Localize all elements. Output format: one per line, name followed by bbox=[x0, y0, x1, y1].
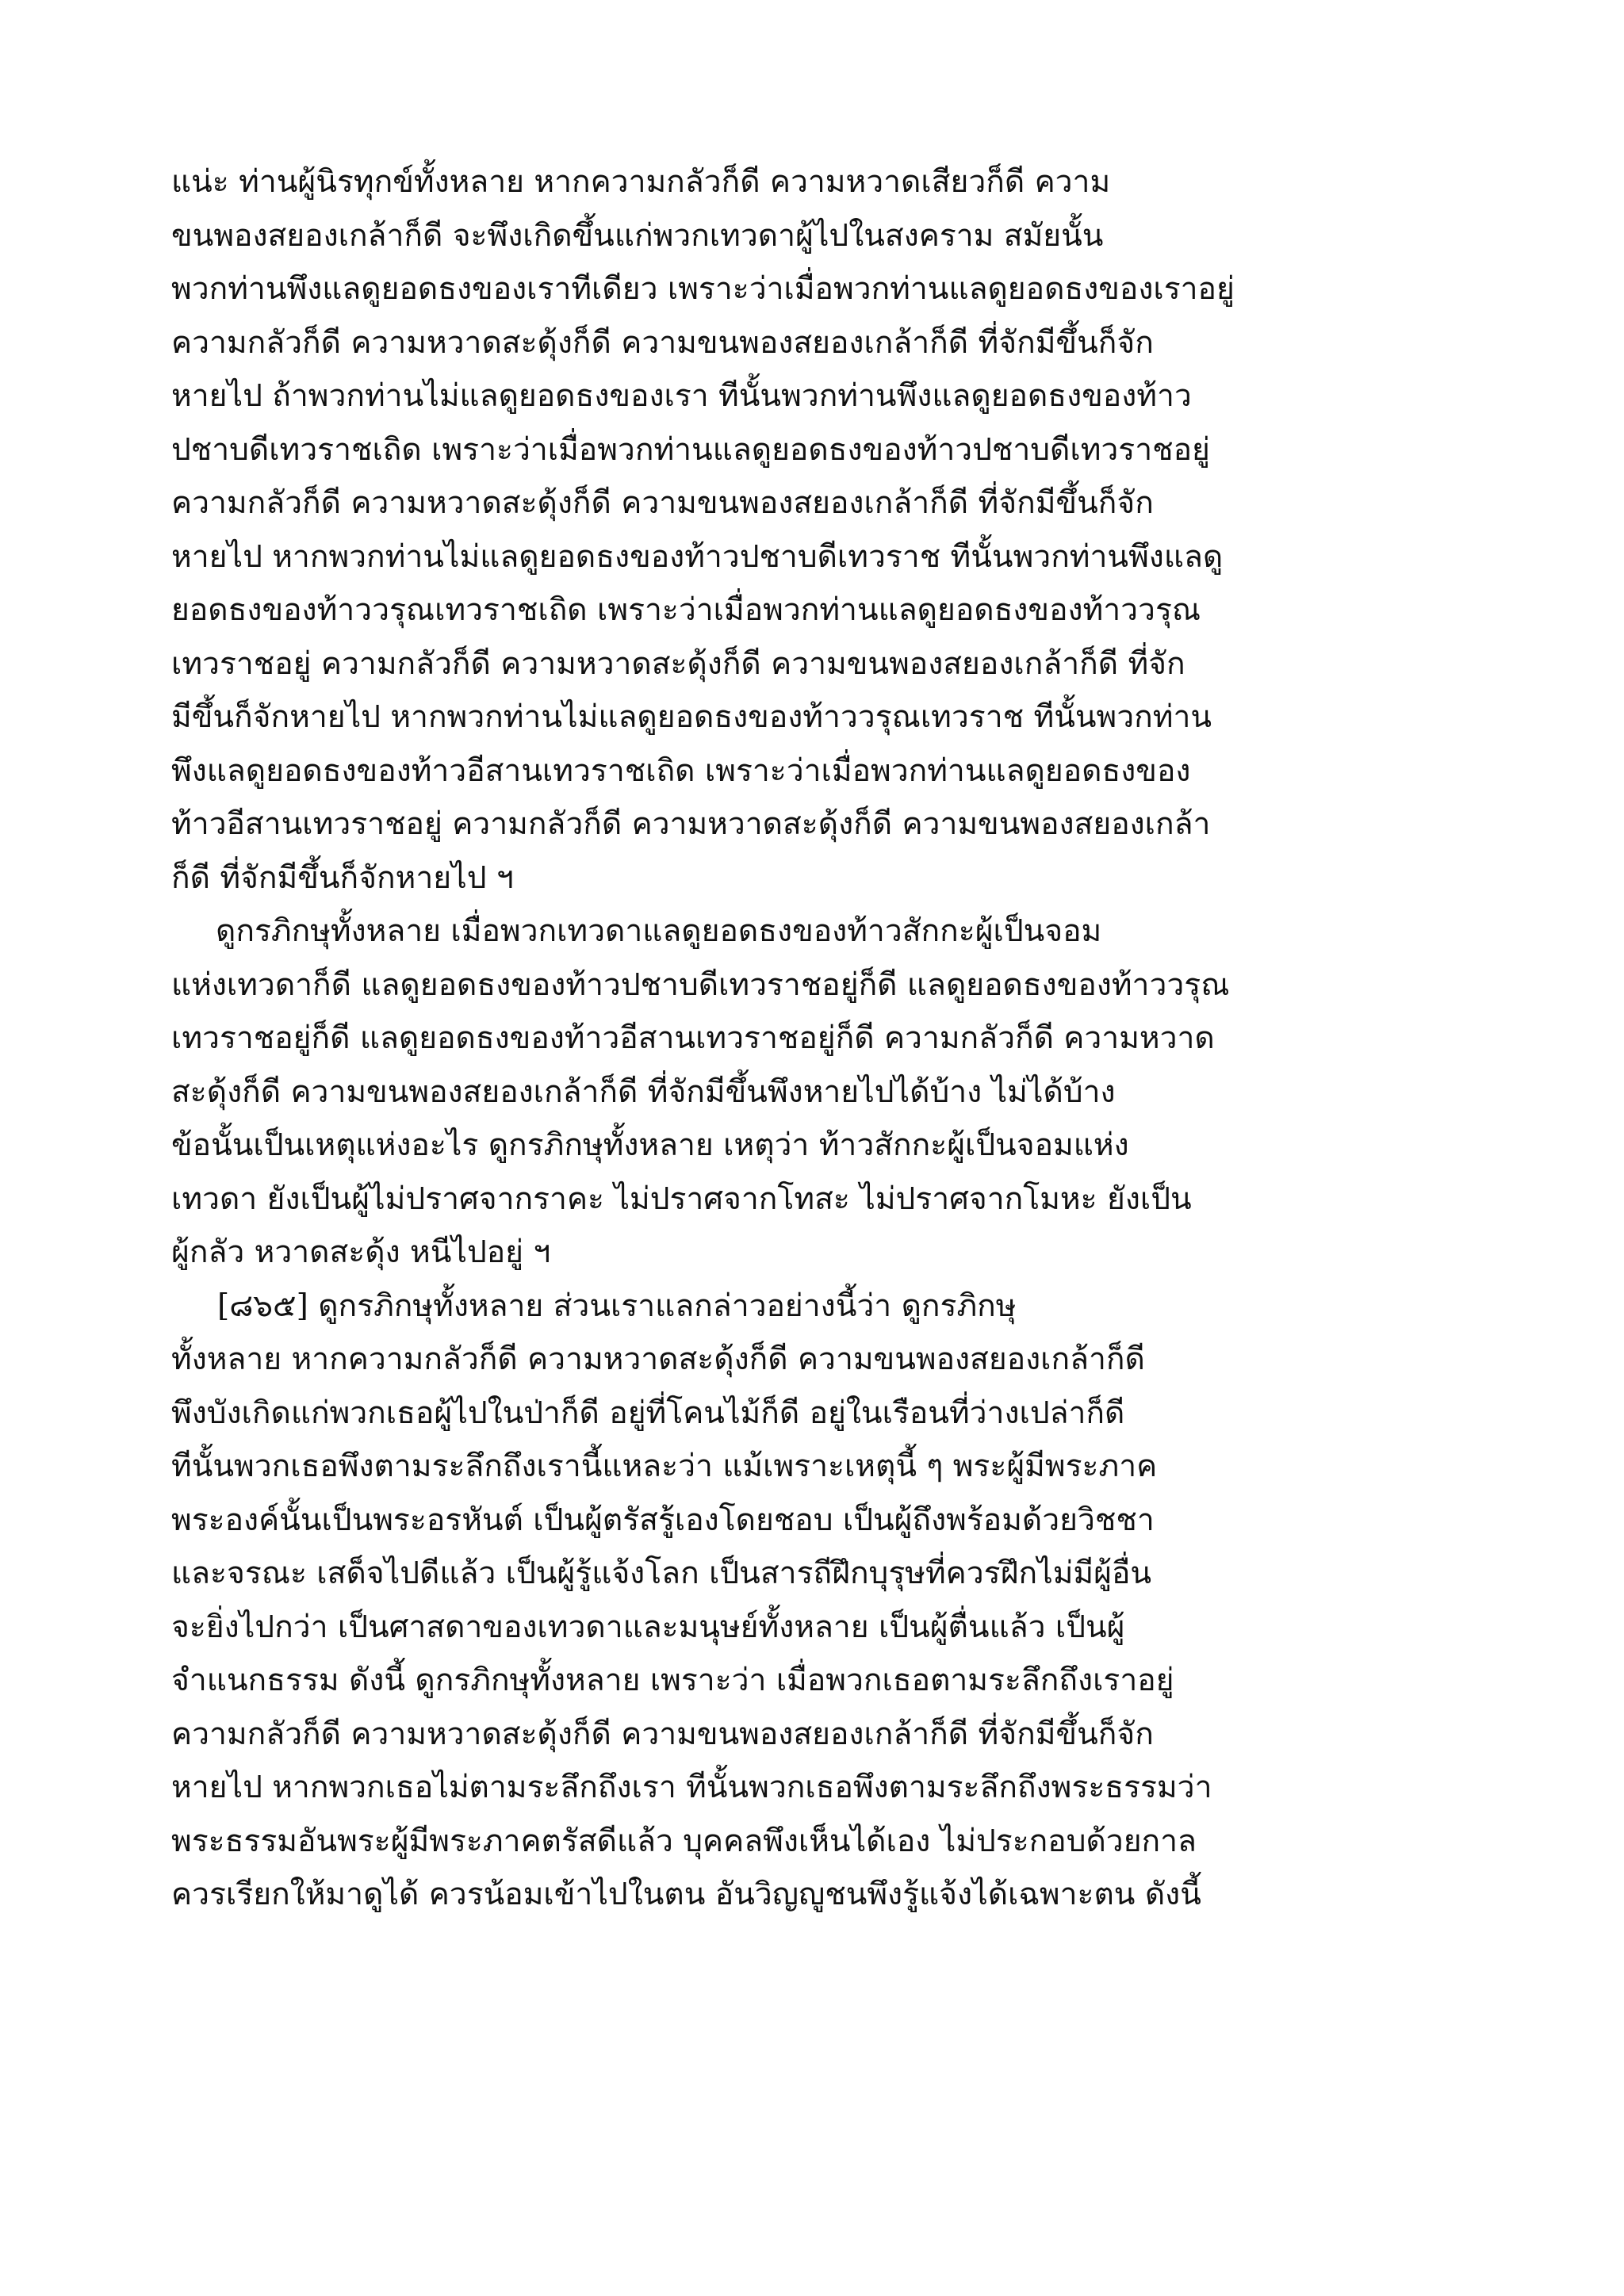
text-line: ทั้งหลาย หากความกลัวก็ดี ความหวาดสะดุ้งก็ดี ความขนพองสยองเกล้าก็ดี bbox=[171, 1341, 1145, 1377]
text-line: แน่ะ ท่านผู้นิรทุกข์ทั้งหลาย หากความกลัวก็ดี ความหวาดเสียวก็ดี ความ bbox=[171, 164, 1111, 200]
text-line: และจรณะ เสด็จไปดีแล้ว เป็นผู้รู้แจ้งโลก เป็นสารถีฝึกบุรุษที่ควรฝึกไม่มีผู้อื่น bbox=[171, 1556, 1152, 1591]
text-line: หายไป หากพวกท่านไม่แลดูยอดธงของท้าวปชาบดีเทวราช ทีนั้นพวกท่านพึงแลดู bbox=[171, 538, 1224, 575]
text-line: จำแนกธรรม ดังนี้ ดูกรภิกษุทั้งหลาย เพราะว่า เมื่อพวกเธอตามระลึกถึงเราอยู่ bbox=[171, 1663, 1174, 1698]
text-line: ปชาบดีเทวราชเถิด เพราะว่าเมื่อพวกท่านแลดูยอดธงของท้าวปชาบดีเทวราชอยู่ bbox=[171, 431, 1210, 468]
text-line: เทวราชอยู่ก็ดี แลดูยอดธงของท้าวอีสานเทวราชอยู่ก็ดี ความกลัวก็ดี ความหวาด bbox=[171, 1020, 1215, 1056]
text-line: หายไป ถ้าพวกท่านไม่แลดูยอดธงของเรา ทีนั้นพวกท่านพึงแลดูยอดธงของท้าว bbox=[171, 378, 1192, 414]
text-line: พวกท่านพึงแลดูยอดธงของเราทีเดียว เพราะว่าเมื่อพวกท่านแลดูยอดธงของเราอยู่ bbox=[171, 271, 1235, 307]
text-line: พระธรรมอันพระผู้มีพระภาคตรัสดีแล้ว บุคคลพึงเห็นได้เอง ไม่ประกอบด้วยกาล bbox=[171, 1823, 1197, 1859]
text-line: ก็ดี ที่จักมีขึ้นก็จักหายไป ฯ bbox=[171, 859, 514, 896]
paragraph-indented bbox=[171, 905, 1472, 1280]
text-line: หายไป หากพวกเธอไม่ตามระลึกถึงเรา ทีนั้นพวกเธอพึงตามระลึกถึงพระธรรมว่า bbox=[171, 1770, 1212, 1805]
text-line: ยอดธงของท้าววรุณเทวราชเถิด เพราะว่าเมื่อพวกท่านแลดูยอดธงของท้าววรุณ bbox=[171, 592, 1201, 628]
text-line: ผู้กลัว หวาดสะดุ้ง หนีไปอยู่ ฯ bbox=[171, 1234, 551, 1270]
text-line: เทวดา ยังเป็นผู้ไม่ปราศจากราคะ ไม่ปราศจากโทสะ ไม่ปราศจากโมหะ ยังเป็น bbox=[171, 1181, 1192, 1217]
text-line: มีขึ้นก็จักหายไป หากพวกท่านไม่แลดูยอดธงของท้าววรุณเทวราช ทีนั้นพวกท่าน bbox=[171, 699, 1212, 735]
document-body bbox=[171, 155, 1472, 1922]
text-line-indented: ดูกรภิกษุทั้งหลาย เมื่อพวกเทวดาแลดูยอดธงของท้าวสักกะผู้เป็นจอม bbox=[216, 913, 1102, 949]
paragraph-continuation bbox=[171, 155, 1472, 905]
text-line: ควรเรียกให้มาดูได้ ควรน้อมเข้าไปในตน อันวิญญูชนพึงรู้แจ้งได้เฉพาะตน ดังนี้ bbox=[171, 1877, 1201, 1912]
text-line: ขนพองสยองเกล้าก็ดี จะพึงเกิดขึ้นแก่พวกเทวดาผู้ไปในสงคราม สมัยนั้น bbox=[171, 217, 1104, 254]
text-line: พึงแลดูยอดธงของท้าวอีสานเทวราชเถิด เพราะว่าเมื่อพวกท่านแลดูยอดธงของ bbox=[171, 752, 1191, 789]
text-line: พึงบังเกิดแก่พวกเธอผู้ไปในป่าก็ดี อยู่ที่โคนไม้ก็ดี อยู่ในเรือนที่ว่างเปล่าก็ดี bbox=[171, 1395, 1125, 1431]
text-line: เทวราชอยู่ ความกลัวก็ดี ความหวาดสะดุ้งก็ดี ความขนพองสยองเกล้าก็ดี ที่จัก bbox=[171, 645, 1185, 682]
text-line: ความกลัวก็ดี ความหวาดสะดุ้งก็ดี ความขนพองสยองเกล้าก็ดี ที่จักมีขึ้นก็จัก bbox=[171, 1716, 1154, 1752]
text-line: ความกลัวก็ดี ความหวาดสะดุ้งก็ดี ความขนพองสยองเกล้าก็ดี ที่จักมีขึ้นก็จัก bbox=[171, 324, 1154, 361]
text-line: ท้าวอีสานเทวราชอยู่ ความกลัวก็ดี ความหวาดสะดุ้งก็ดี ความขนพองสยองเกล้า bbox=[171, 806, 1211, 842]
text-line: สะดุ้งก็ดี ความขนพองสยองเกล้าก็ดี ที่จักมีขึ้นพึงหายไปได้บ้าง ไม่ได้บ้าง bbox=[171, 1073, 1116, 1110]
text-line-numbered: [๘๖๕] ดูกรภิกษุทั้งหลาย ส่วนเราแลกล่าวอย่างนี้ว่า ดูกรภิกษุ bbox=[217, 1288, 1017, 1324]
text-line: จะยิ่งไปกว่า เป็นศาสดาของเทวดาและมนุษย์ทั้งหลาย เป็นผู้ตื่นแล้ว เป็นผู้ bbox=[171, 1609, 1125, 1645]
text-line: ความกลัวก็ดี ความหวาดสะดุ้งก็ดี ความขนพองสยองเกล้าก็ดี ที่จักมีขึ้นก็จัก bbox=[171, 485, 1154, 521]
text-line: ข้อนั้นเป็นเหตุแห่งอะไร ดูกรภิกษุทั้งหลาย เหตุว่า ท้าวสักกะผู้เป็นจอมแห่ง bbox=[171, 1127, 1129, 1163]
text-line: พระองค์นั้นเป็นพระอรหันต์ เป็นผู้ตรัสรู้เองโดยชอบ เป็นผู้ถึงพร้อมด้วยวิชชา bbox=[171, 1502, 1155, 1538]
paragraph-numbered bbox=[171, 1280, 1472, 1922]
text-line: ทีนั้นพวกเธอพึงตามระลึกถึงเรานี้แหละว่า แม้เพราะเหตุนี้ ๆ พระผู้มีพระภาค bbox=[171, 1448, 1158, 1484]
text-line: แห่งเทวดาก็ดี แลดูยอดธงของท้าวปชาบดีเทวราชอยู่ก็ดี แลดูยอดธงของท้าววรุณ bbox=[171, 966, 1230, 1003]
